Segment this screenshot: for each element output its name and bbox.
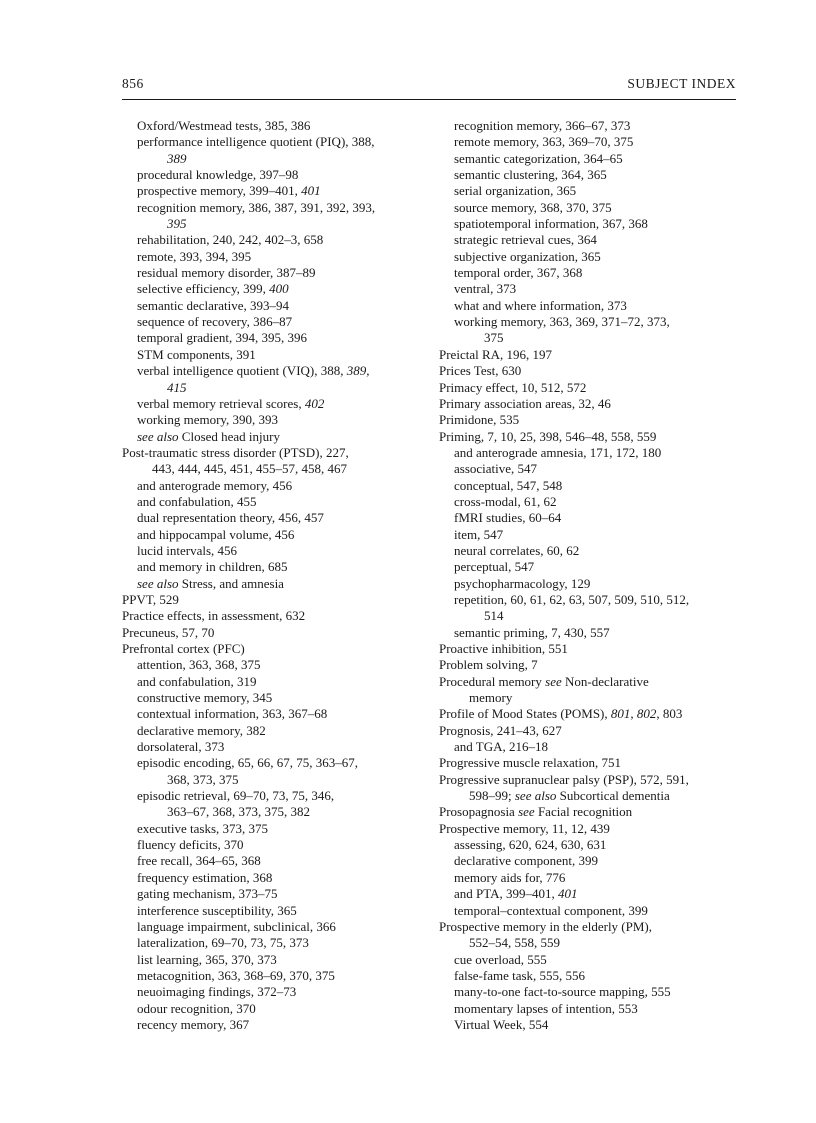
entry-text: Precuneus, 57, 70 bbox=[122, 624, 215, 640]
index-heading bbox=[439, 396, 739, 412]
index-heading bbox=[439, 429, 739, 445]
entry-text: Progressive muscle relaxation, 751 bbox=[439, 755, 621, 771]
index-subentry bbox=[439, 249, 739, 265]
index-subentry bbox=[439, 167, 739, 183]
entry-text: subjective organization, 365 bbox=[454, 248, 601, 264]
entry-text: Preictal RA, 196, 197 bbox=[439, 346, 553, 362]
index-heading bbox=[439, 641, 739, 657]
entry-text: Primacy effect, 10, 512, 572 bbox=[439, 379, 587, 395]
entry-text: and confabulation, 455 bbox=[137, 493, 257, 509]
header-rule bbox=[122, 99, 736, 100]
index-entry-continuation bbox=[122, 216, 422, 232]
italic-text: 802 bbox=[636, 706, 657, 722]
entry-text: ventral, 373 bbox=[454, 281, 517, 297]
index-entry-continuation bbox=[439, 788, 739, 804]
entry-text: what and where information, 373 bbox=[454, 297, 627, 313]
entry-text: repetition, 60, 61, 62, 63, 507, 509, 510, 512, bbox=[454, 591, 690, 607]
entry-text: Prospective memory, 11, 12, 439 bbox=[439, 820, 610, 836]
page-number: 856 bbox=[122, 76, 144, 91]
index-subentry bbox=[439, 968, 739, 984]
entry-text: Profile of Mood States (POMS), bbox=[439, 706, 611, 722]
index-subentry bbox=[122, 249, 422, 265]
index-subentry bbox=[439, 543, 739, 559]
entry-text: and anterograde memory, 456 bbox=[137, 477, 293, 493]
italic-text: see also bbox=[137, 428, 179, 444]
entry-text: 363–67, 368, 373, 375, 382 bbox=[167, 804, 310, 820]
entry-text: temporal–contextual component, 399 bbox=[454, 902, 648, 918]
entry-text: odour recognition, 370 bbox=[137, 1000, 256, 1016]
index-subentry bbox=[439, 837, 739, 853]
index-heading bbox=[439, 347, 739, 363]
index-subentry bbox=[439, 118, 739, 134]
index-subentry bbox=[122, 298, 422, 314]
index-subentry bbox=[122, 232, 422, 248]
entry-text: Primidone, 535 bbox=[439, 412, 520, 428]
entry-text: conceptual, 547, 548 bbox=[454, 477, 563, 493]
index-subentry bbox=[122, 690, 422, 706]
entry-text: episodic encoding, 65, 66, 67, 75, 363–67, bbox=[137, 755, 358, 771]
entry-text: residual memory disorder, 387–89 bbox=[137, 265, 316, 281]
index-heading bbox=[439, 363, 739, 379]
index-subentry bbox=[122, 429, 422, 445]
entry-text: neuoimaging findings, 372–73 bbox=[137, 984, 297, 1000]
entry-text: sequence of recovery, 386–87 bbox=[137, 314, 293, 330]
index-subentry bbox=[122, 396, 422, 412]
index-subentry bbox=[122, 755, 422, 771]
index-subentry bbox=[122, 314, 422, 330]
entry-text: semantic categorization, 364–65 bbox=[454, 150, 623, 166]
index-subentry bbox=[122, 903, 422, 919]
index-entry-continuation bbox=[439, 935, 739, 951]
entry-text: working memory, 390, 393 bbox=[137, 412, 279, 428]
entry-text: Prices Test, 630 bbox=[439, 363, 522, 379]
index-subentry bbox=[122, 167, 422, 183]
entry-text: Practice effects, in assessment, 632 bbox=[122, 608, 306, 624]
index-subentry bbox=[439, 445, 739, 461]
entry-text: serial organization, 365 bbox=[454, 183, 577, 199]
entry-text: constructive memory, 345 bbox=[137, 690, 273, 706]
italic-text: 402 bbox=[304, 395, 325, 411]
entry-text: Procedural memory bbox=[439, 673, 546, 689]
index-entry-continuation bbox=[439, 330, 739, 346]
entry-text: declarative component, 399 bbox=[454, 853, 599, 869]
italic-text: see bbox=[545, 673, 562, 689]
entry-text: strategic retrieval cues, 364 bbox=[454, 232, 597, 248]
entry-text: Virtual Week, 554 bbox=[454, 1016, 549, 1032]
index-subentry bbox=[439, 183, 739, 199]
index-subentry bbox=[122, 363, 422, 379]
index-subentry bbox=[122, 412, 422, 428]
index-subentry bbox=[122, 935, 422, 951]
index-subentry bbox=[439, 200, 739, 216]
entry-text: Subcortical dementia bbox=[556, 788, 670, 804]
index-subentry bbox=[439, 625, 739, 641]
entry-text: temporal gradient, 394, 395, 396 bbox=[137, 330, 308, 346]
running-header bbox=[122, 76, 736, 98]
index-subentry bbox=[439, 853, 739, 869]
index-entry-continuation bbox=[122, 380, 422, 396]
index-subentry bbox=[439, 134, 739, 150]
index-subentry bbox=[122, 788, 422, 804]
index-subentry bbox=[122, 674, 422, 690]
entry-text: verbal memory retrieval scores, bbox=[137, 395, 305, 411]
italic-text: see also bbox=[137, 575, 179, 591]
entry-text: verbal intelligence quotient (VIQ), 388, bbox=[137, 363, 347, 379]
index-entry-continuation bbox=[122, 772, 422, 788]
index-entry-continuation bbox=[122, 151, 422, 167]
entry-text: semantic declarative, 393–94 bbox=[137, 297, 289, 313]
entry-text: Prognosis, 241–43, 627 bbox=[439, 722, 562, 738]
index-heading bbox=[122, 625, 422, 641]
entry-text: 598–99; bbox=[469, 788, 515, 804]
entry-text: semantic priming, 7, 430, 557 bbox=[454, 624, 610, 640]
index-subentry bbox=[122, 134, 422, 150]
index-subentry bbox=[439, 151, 739, 167]
index-subentry bbox=[439, 232, 739, 248]
index-heading bbox=[122, 641, 422, 657]
index-subentry bbox=[439, 592, 739, 608]
index-subentry bbox=[439, 559, 739, 575]
entry-text: list learning, 365, 370, 373 bbox=[137, 951, 277, 967]
index-subentry bbox=[122, 739, 422, 755]
index-subentry bbox=[122, 281, 422, 297]
entry-text: item, 547 bbox=[454, 526, 504, 542]
entry-text: Prosopagnosia bbox=[439, 804, 519, 820]
entry-text: associative, 547 bbox=[454, 461, 538, 477]
entry-text: Proactive inhibition, 551 bbox=[439, 641, 568, 656]
entry-text: Post-traumatic stress disorder (PTSD), 227, bbox=[122, 444, 349, 460]
index-subentry bbox=[122, 200, 422, 216]
index-subentry bbox=[439, 281, 739, 297]
index-subentry bbox=[122, 837, 422, 853]
index-subentry bbox=[439, 510, 739, 526]
index-heading bbox=[122, 445, 422, 461]
index-heading bbox=[439, 674, 739, 690]
index-subentry bbox=[439, 1017, 739, 1033]
index-subentry bbox=[122, 870, 422, 886]
index-subentry bbox=[122, 886, 422, 902]
index-heading bbox=[439, 919, 739, 935]
index-heading bbox=[439, 657, 739, 673]
index-heading bbox=[439, 380, 739, 396]
index-subentry bbox=[439, 265, 739, 281]
index-subentry bbox=[122, 118, 422, 134]
entry-text: rehabilitation, 240, 242, 402–3, 658 bbox=[137, 232, 324, 248]
entry-text: 443, 444, 445, 451, 455–57, 458, 467 bbox=[152, 461, 347, 477]
entry-text: psychopharmacology, 129 bbox=[454, 575, 591, 591]
entry-text: prospective memory, 399–401, bbox=[137, 183, 302, 199]
entry-text: working memory, 363, 369, 371–72, 373, bbox=[454, 314, 670, 330]
entry-text: false-fame task, 555, 556 bbox=[454, 967, 586, 983]
index-subentry bbox=[122, 1001, 422, 1017]
entry-text: momentary lapses of intention, 553 bbox=[454, 1000, 638, 1016]
entry-text: gating mechanism, 373–75 bbox=[137, 886, 278, 902]
index-subentry bbox=[122, 853, 422, 869]
index-subentry bbox=[122, 527, 422, 543]
index-subentry bbox=[439, 478, 739, 494]
index-heading bbox=[439, 706, 739, 722]
entry-text: lateralization, 69–70, 73, 75, 373 bbox=[137, 935, 309, 951]
index-subentry bbox=[122, 494, 422, 510]
italic-text: see bbox=[518, 804, 535, 820]
index-heading bbox=[439, 723, 739, 739]
index-subentry bbox=[122, 347, 422, 363]
entry-text: 552–54, 558, 559 bbox=[469, 935, 560, 951]
index-heading bbox=[439, 821, 739, 837]
entry-text: executive tasks, 373, 375 bbox=[137, 820, 269, 836]
entry-text: Non-declarative bbox=[561, 673, 649, 689]
entry-text: spatiotemporal information, 367, 368 bbox=[454, 216, 648, 232]
index-entry-continuation bbox=[439, 690, 739, 706]
index-subentry bbox=[122, 543, 422, 559]
index-heading bbox=[122, 592, 422, 608]
entry-text: and memory in children, 685 bbox=[137, 559, 288, 575]
italic-text: 801 bbox=[610, 706, 631, 722]
entry-text: selective efficiency, 399, bbox=[137, 281, 270, 297]
entry-text: episodic retrieval, 69–70, 73, 75, 346, bbox=[137, 788, 335, 804]
entry-text: Closed head injury bbox=[178, 428, 280, 444]
index-column-left bbox=[122, 118, 422, 1033]
entry-text: Progressive supranuclear palsy (PSP), 572, 591, bbox=[439, 771, 689, 787]
entry-text: source memory, 368, 370, 375 bbox=[454, 199, 612, 215]
italic-text: 401 bbox=[558, 886, 578, 902]
index-heading bbox=[439, 412, 739, 428]
index-subentry bbox=[439, 527, 739, 543]
index-subentry bbox=[122, 919, 422, 935]
entry-text: lucid intervals, 456 bbox=[137, 542, 238, 558]
entry-text: 514 bbox=[484, 608, 504, 624]
index-subentry bbox=[122, 952, 422, 968]
index-subentry bbox=[439, 494, 739, 510]
italic-text: 389, bbox=[346, 363, 370, 379]
index-subentry bbox=[122, 265, 422, 281]
italic-text: see also bbox=[514, 788, 557, 804]
entry-text: free recall, 364–65, 368 bbox=[137, 853, 261, 869]
entry-text: , bbox=[630, 706, 637, 722]
index-subentry bbox=[122, 968, 422, 984]
index-subentry bbox=[439, 903, 739, 919]
entry-text: dorsolateral, 373 bbox=[137, 739, 225, 755]
index-subentry bbox=[439, 461, 739, 477]
index-heading bbox=[439, 772, 739, 788]
index-subentry bbox=[122, 559, 422, 575]
index-subentry bbox=[439, 886, 739, 902]
entry-text: STM components, 391 bbox=[137, 346, 256, 362]
index-subentry bbox=[122, 478, 422, 494]
entry-text: PPVT, 529 bbox=[122, 591, 179, 607]
entry-text: fluency deficits, 370 bbox=[137, 837, 244, 853]
entry-text: Primary association areas, 32, 46 bbox=[439, 395, 611, 411]
entry-text: cross-modal, 61, 62 bbox=[454, 493, 557, 509]
index-subentry bbox=[122, 984, 422, 1000]
entry-text: frequency estimation, 368 bbox=[137, 869, 273, 885]
index-heading bbox=[439, 755, 739, 771]
entry-text: dual representation theory, 456, 457 bbox=[137, 510, 324, 526]
index-subentry bbox=[439, 314, 739, 330]
entry-text: memory aids for, 776 bbox=[454, 869, 566, 885]
entry-text: remote memory, 363, 369–70, 375 bbox=[454, 134, 634, 150]
entry-text: assessing, 620, 624, 630, 631 bbox=[454, 837, 607, 853]
index-subentry bbox=[439, 984, 739, 1000]
entry-text: and TGA, 216–18 bbox=[454, 739, 549, 755]
entry-text: and confabulation, 319 bbox=[137, 673, 257, 689]
entry-text: neural correlates, 60, 62 bbox=[454, 542, 580, 558]
entry-text: Stress, and amnesia bbox=[178, 575, 284, 591]
running-title: SUBJECT INDEX bbox=[627, 76, 736, 91]
index-entry-continuation bbox=[122, 804, 422, 820]
entry-text: temporal order, 367, 368 bbox=[454, 265, 583, 281]
italic-text: 389 bbox=[167, 150, 187, 166]
entry-text: 368, 373, 375 bbox=[167, 771, 239, 787]
italic-text: 401 bbox=[301, 183, 321, 199]
italic-text: 395 bbox=[167, 216, 187, 232]
index-heading bbox=[439, 804, 739, 820]
italic-text: 415 bbox=[167, 379, 187, 395]
entry-text: Prospective memory in the elderly (PM), bbox=[439, 918, 653, 934]
entry-text: and PTA, 399–401, bbox=[454, 886, 559, 902]
entry-text: recency memory, 367 bbox=[137, 1016, 250, 1032]
index-column-right bbox=[439, 118, 739, 1033]
index-subentry bbox=[439, 1001, 739, 1017]
index-subentry bbox=[122, 821, 422, 837]
entry-text: metacognition, 363, 368–69, 370, 375 bbox=[137, 967, 335, 983]
index-subentry bbox=[439, 576, 739, 592]
entry-text: semantic clustering, 364, 365 bbox=[454, 167, 607, 183]
entry-text: recognition memory, 366–67, 373 bbox=[454, 118, 631, 133]
index-subentry bbox=[439, 216, 739, 232]
entry-text: 375 bbox=[484, 330, 504, 346]
entry-text: procedural knowledge, 397–98 bbox=[137, 167, 299, 183]
index-subentry bbox=[122, 706, 422, 722]
entry-text: declarative memory, 382 bbox=[137, 722, 266, 738]
index-subentry bbox=[439, 739, 739, 755]
entry-text: attention, 363, 368, 375 bbox=[137, 657, 261, 673]
entry-text: cue overload, 555 bbox=[454, 951, 547, 967]
index-entry-continuation bbox=[122, 461, 422, 477]
index-subentry bbox=[122, 510, 422, 526]
index-subentry bbox=[122, 657, 422, 673]
entry-text: recognition memory, 386, 387, 391, 392, 393, bbox=[137, 199, 376, 215]
index-subentry bbox=[122, 723, 422, 739]
index-subentry bbox=[122, 576, 422, 592]
index-subentry bbox=[439, 298, 739, 314]
index-subentry bbox=[122, 183, 422, 199]
entry-text: Priming, 7, 10, 25, 398, 546–48, 558, 559 bbox=[439, 428, 657, 444]
index-entry-continuation bbox=[439, 608, 739, 624]
entry-text: and hippocampal volume, 456 bbox=[137, 526, 295, 542]
entry-text: Problem solving, 7 bbox=[439, 657, 538, 673]
entry-text: , 803 bbox=[656, 706, 683, 722]
entry-text: language impairment, subclinical, 366 bbox=[137, 918, 336, 934]
entry-text: interference susceptibility, 365 bbox=[137, 902, 297, 918]
entry-text: fMRI studies, 60–64 bbox=[454, 510, 562, 526]
index-subentry bbox=[439, 870, 739, 886]
italic-text: 400 bbox=[269, 281, 289, 297]
entry-text: Prefrontal cortex (PFC) bbox=[122, 641, 245, 656]
index-subentry bbox=[122, 1017, 422, 1033]
entry-text: memory bbox=[469, 690, 513, 706]
entry-text: perceptual, 547 bbox=[454, 559, 535, 575]
entry-text: remote, 393, 394, 395 bbox=[137, 248, 252, 264]
index-heading bbox=[122, 608, 422, 624]
entry-text: contextual information, 363, 367–68 bbox=[137, 706, 328, 722]
entry-text: and anterograde amnesia, 171, 172, 180 bbox=[454, 444, 662, 460]
entry-text: Facial recognition bbox=[534, 804, 633, 820]
index-subentry bbox=[439, 952, 739, 968]
entry-text: performance intelligence quotient (PIQ), 388, bbox=[137, 134, 375, 150]
entry-text: many-to-one fact-to-source mapping, 555 bbox=[454, 984, 671, 1000]
index-subentry bbox=[122, 330, 422, 346]
entry-text: Oxford/Westmead tests, 385, 386 bbox=[137, 118, 311, 133]
